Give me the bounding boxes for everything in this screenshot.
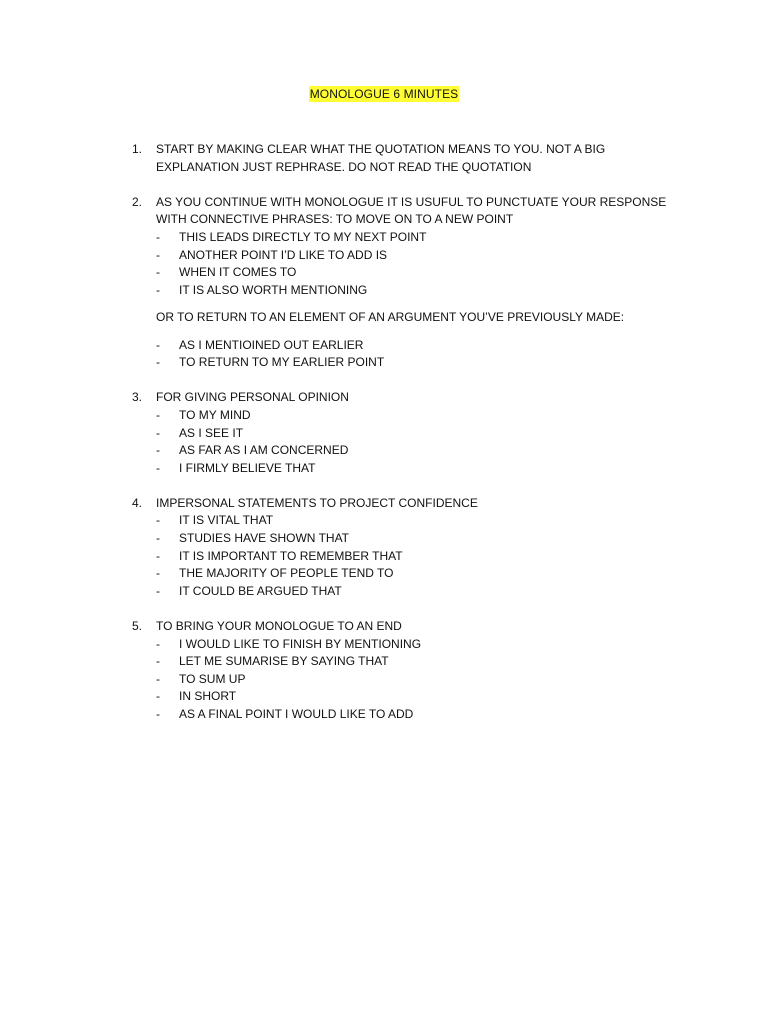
sub-bullet bbox=[156, 636, 672, 654]
sub-bullet-text: AS I MENTIOINED OUT EARLIER bbox=[179, 337, 364, 352]
sub-bullet bbox=[156, 565, 672, 583]
sub-bullet-text: TO SUM UP bbox=[179, 671, 246, 686]
dash-bullet: - bbox=[156, 460, 160, 475]
sub-bullet-text: IT COULD BE ARGUED THAT bbox=[179, 583, 342, 598]
list-number: 3. bbox=[132, 390, 143, 405]
sub-bullet-text: THIS LEADS DIRECTLY TO MY NEXT POINT bbox=[179, 229, 427, 244]
item-text-line: IMPERSONAL STATEMENTS TO PROJECT CONFIDENCE bbox=[156, 495, 478, 510]
item-text-line: START BY MAKING CLEAR WHAT THE QUOTATION MEANS TO YOU. NOT A BIG bbox=[156, 142, 606, 156]
item-text-line: FOR GIVING PERSONAL OPINION bbox=[156, 390, 349, 405]
item-note: OR TO RETURN TO AN ELEMENT OF AN ARGUMENT YOU’VE PREVIOUSLY MADE: bbox=[156, 310, 625, 325]
sub-bullet-text: THE MAJORITY OF PEOPLE TEND TO bbox=[179, 566, 394, 581]
dash-bullet: - bbox=[156, 707, 160, 721]
sub-bullet bbox=[156, 229, 672, 247]
title-container bbox=[0, 86, 768, 102]
sub-bullet bbox=[156, 442, 672, 460]
list-number: 2. bbox=[132, 194, 143, 209]
sub-bullet bbox=[156, 548, 672, 566]
dash-bullet: - bbox=[156, 531, 160, 546]
sub-bullet bbox=[156, 530, 672, 548]
list-item-4 bbox=[132, 495, 672, 601]
sub-bullet bbox=[156, 282, 672, 300]
dash-bullet: - bbox=[156, 513, 160, 528]
dash-bullet: - bbox=[156, 548, 160, 563]
sub-bullet-text: ANOTHER POINT I’D LIKE TO ADD IS bbox=[179, 247, 388, 262]
sub-bullet bbox=[156, 407, 672, 425]
sub-bullet bbox=[156, 706, 672, 724]
item-text-line: WITH CONNECTIVE PHRASES: TO MOVE ON TO A NEW POINT bbox=[156, 212, 514, 227]
sub-bullet bbox=[156, 247, 672, 265]
dash-bullet: - bbox=[156, 583, 160, 598]
sub-bullet-text: TO MY MIND bbox=[179, 407, 251, 422]
dash-bullet: - bbox=[156, 443, 160, 458]
sub-bullet-text: I FIRMLY BELIEVE THAT bbox=[179, 460, 316, 475]
sub-bullet-text: IN SHORT bbox=[179, 689, 237, 704]
list-number: 5. bbox=[132, 619, 143, 634]
list-number: 4. bbox=[132, 495, 143, 510]
sub-bullet bbox=[156, 653, 672, 671]
sub-bullet-text: IT IS VITAL THAT bbox=[179, 513, 274, 528]
list-item-2 bbox=[132, 194, 672, 372]
sub-bullet-text: AS I SEE IT bbox=[179, 425, 244, 440]
sub-bullet-text: WHEN IT COMES TO bbox=[179, 265, 297, 280]
sub-bullet-text: IT IS ALSO WORTH MENTIONING bbox=[179, 282, 368, 297]
sub-bullet-text: AS FAR AS I AM CONCERNED bbox=[179, 443, 349, 458]
dash-bullet: - bbox=[156, 337, 160, 352]
sub-bullet bbox=[156, 583, 672, 601]
sub-bullet-text: I WOULD LIKE TO FINISH BY MENTIONING bbox=[179, 636, 422, 651]
dash-bullet: - bbox=[156, 671, 160, 686]
sub-bullet bbox=[156, 425, 672, 443]
dash-bullet: - bbox=[156, 654, 160, 669]
sub-bullet bbox=[156, 460, 672, 478]
dash-bullet: - bbox=[156, 566, 160, 581]
dash-bullet: - bbox=[156, 425, 160, 440]
list-item-1 bbox=[132, 141, 672, 176]
dash-bullet: - bbox=[156, 229, 160, 244]
sub-bullet bbox=[156, 337, 672, 355]
dash-bullet: - bbox=[156, 636, 160, 651]
numbered-list bbox=[132, 141, 672, 741]
list-item-5 bbox=[132, 618, 672, 724]
sub-bullet-text: STUDIES HAVE SHOWN THAT bbox=[179, 531, 350, 546]
dash-bullet: - bbox=[156, 355, 160, 370]
dash-bullet: - bbox=[156, 282, 160, 297]
item-text-line: TO BRING YOUR MONOLOGUE TO AN END bbox=[156, 619, 402, 634]
sub-bullet bbox=[156, 354, 672, 372]
sub-bullet-text: LET ME SUMARISE BY SAYING THAT bbox=[179, 654, 389, 669]
dash-bullet: - bbox=[156, 689, 160, 704]
list-item-3 bbox=[132, 389, 672, 477]
dash-bullet: - bbox=[156, 265, 160, 280]
sub-bullet-text: TO RETURN TO MY EARLIER POINT bbox=[179, 355, 385, 370]
sub-bullet bbox=[156, 688, 672, 706]
dash-bullet: - bbox=[156, 407, 160, 422]
item-text-line: EXPLANATION JUST REPHRASE. DO NOT READ THE QUOTATION bbox=[156, 159, 532, 174]
document-title: MONOLOGUE 6 MINUTES bbox=[309, 87, 459, 101]
sub-bullet bbox=[156, 264, 672, 282]
sub-bullet-text: IT IS IMPORTANT TO REMEMBER THAT bbox=[179, 548, 403, 563]
dash-bullet: - bbox=[156, 247, 160, 262]
sub-bullet bbox=[156, 512, 672, 530]
sub-bullet bbox=[156, 671, 672, 689]
list-number: 1. bbox=[132, 142, 143, 156]
item-text-line: AS YOU CONTINUE WITH MONOLOGUE IT IS USUFUL TO PUNCTUATE YOUR RESPONSE bbox=[156, 194, 667, 209]
sub-bullet-text: AS A FINAL POINT I WOULD LIKE TO ADD bbox=[179, 707, 414, 721]
